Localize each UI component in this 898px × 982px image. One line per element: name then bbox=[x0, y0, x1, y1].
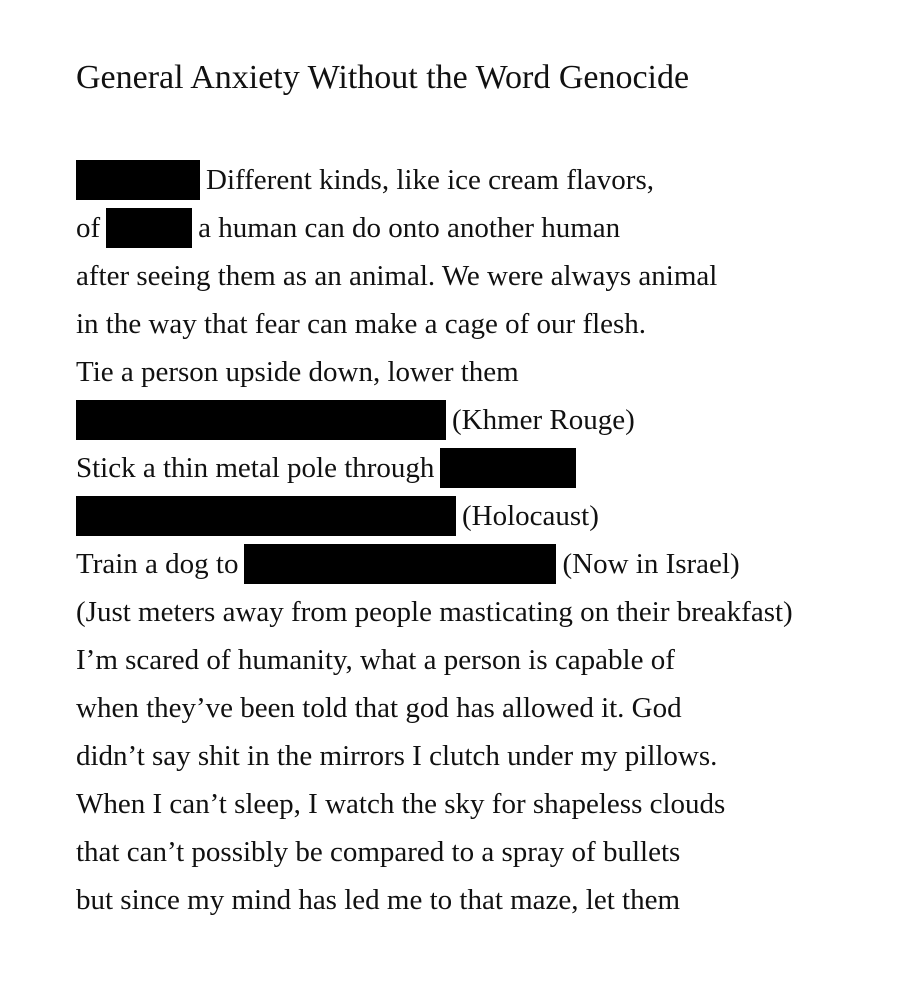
line-text: (Now in Israel) bbox=[562, 548, 740, 580]
poem-line-9 bbox=[76, 540, 876, 588]
line-text: when they’ve been told that god has allowed it. God bbox=[76, 692, 682, 724]
line-text: that can’t possibly be compared to a spray of bullets bbox=[76, 836, 681, 868]
line-text: Stick a thin metal pole through bbox=[76, 452, 435, 484]
redaction-bar bbox=[76, 160, 200, 200]
poem-line-5 bbox=[76, 348, 876, 396]
poem-line-15 bbox=[76, 828, 876, 876]
line-text: didn’t say shit in the mirrors I clutch under my pillows. bbox=[76, 740, 718, 772]
line-text: (Holocaust) bbox=[462, 500, 599, 532]
poem-line-6 bbox=[76, 396, 876, 444]
line-text: Different kinds, like ice cream flavors, bbox=[206, 164, 654, 196]
line-text: but since my mind has led me to that maze, let them bbox=[76, 884, 681, 916]
line-text: after seeing them as an animal. We were always animal bbox=[76, 260, 718, 292]
poem-line-10 bbox=[76, 588, 876, 636]
line-text: When I can’t sleep, I watch the sky for shapeless clouds bbox=[76, 788, 726, 820]
line-text: Train a dog to bbox=[76, 548, 239, 580]
poem-title: General Anxiety Without the Word Genocide bbox=[76, 59, 690, 96]
poem-line-8 bbox=[76, 492, 876, 540]
line-text: (Just meters away from people masticating on their breakfast) bbox=[76, 596, 793, 628]
poem-line-16 bbox=[76, 876, 876, 924]
line-text: in the way that fear can make a cage of our flesh. bbox=[76, 308, 647, 340]
poem-body bbox=[76, 156, 876, 924]
poem-line-7 bbox=[76, 444, 876, 492]
line-text: a human can do onto another human bbox=[198, 212, 621, 244]
poem-line-12 bbox=[76, 684, 876, 732]
redaction-bar bbox=[76, 400, 446, 440]
poem-line-13 bbox=[76, 732, 876, 780]
redaction-bar bbox=[440, 448, 576, 488]
line-text: I’m scared of humanity, what a person is capable of bbox=[76, 644, 675, 676]
redaction-bar bbox=[244, 544, 556, 584]
poem-line-11 bbox=[76, 636, 876, 684]
line-text: of bbox=[76, 212, 101, 244]
poem-line-1 bbox=[76, 156, 876, 204]
poem-line-2 bbox=[76, 204, 876, 252]
poem-line-3 bbox=[76, 252, 876, 300]
poem-line-14 bbox=[76, 780, 876, 828]
redaction-bar bbox=[76, 496, 456, 536]
line-text: Tie a person upside down, lower them bbox=[76, 356, 519, 388]
poem-line-4 bbox=[76, 300, 876, 348]
redaction-bar bbox=[106, 208, 192, 248]
line-text: (Khmer Rouge) bbox=[452, 404, 635, 436]
